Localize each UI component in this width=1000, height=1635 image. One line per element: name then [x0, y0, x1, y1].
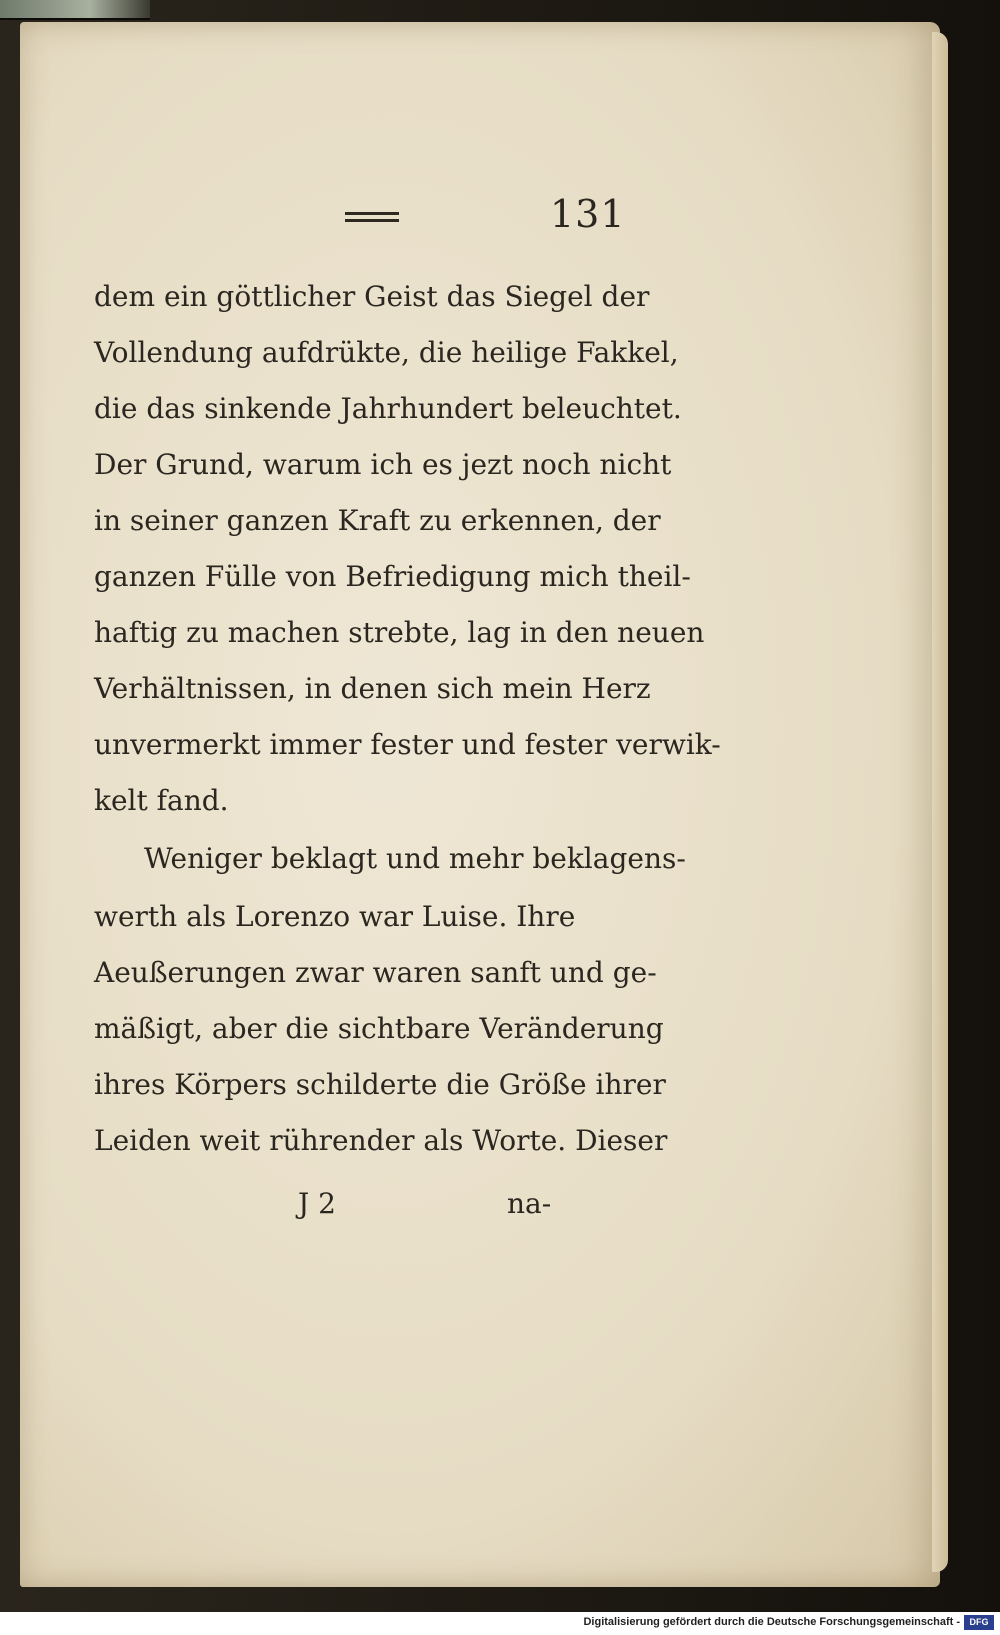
- text-line: ganzen Fülle von Befriedigung mich theil-: [94, 560, 691, 593]
- text-line: Der Grund, warum ich es jezt noch nicht: [94, 448, 672, 481]
- text-line: in seiner ganzen Kraft zu erkennen, der: [94, 504, 661, 537]
- book-cover-edge: [0, 0, 150, 20]
- text-line: kelt fand.: [94, 784, 229, 817]
- book-page: [20, 22, 940, 1587]
- text-line: Verhältnissen, in denen sich mein Herz: [94, 672, 651, 705]
- credit-text: Digitalisierung gefördert durch die Deutsche Forschungsgemeinschaft -: [583, 1616, 960, 1628]
- text-line: Aeußerungen zwar waren sanft und ge-: [94, 956, 657, 989]
- text-line: die das sinkende Jahrhundert beleuchtet.: [94, 392, 682, 425]
- page-number: 131: [550, 192, 626, 236]
- text-line: dem ein göttlicher Geist das Siegel der: [94, 280, 650, 313]
- text-line: haftig zu machen strebte, lag in den neuen: [94, 616, 705, 649]
- header-rule: [345, 212, 399, 222]
- dfg-logo: DFG: [964, 1615, 994, 1630]
- catchword: na-: [507, 1187, 552, 1220]
- text-line: Leiden weit rührender als Worte. Dieser: [94, 1124, 668, 1157]
- text-line: werth als Lorenzo war Luise. Ihre: [94, 900, 576, 933]
- signature-mark: J 2: [298, 1187, 336, 1220]
- text-line: unvermerkt immer fester und fester verwik-: [94, 728, 721, 761]
- credit-bar: [0, 1612, 1000, 1635]
- text-line: Vollendung aufdrükte, die heilige Fakkel,: [94, 336, 679, 369]
- text-line: ihres Körpers schilderte die Größe ihrer: [94, 1068, 666, 1101]
- text-line: mäßigt, aber die sichtbare Veränderung: [94, 1012, 664, 1045]
- text-line-indented: Weniger beklagt und mehr beklagens-: [144, 842, 686, 875]
